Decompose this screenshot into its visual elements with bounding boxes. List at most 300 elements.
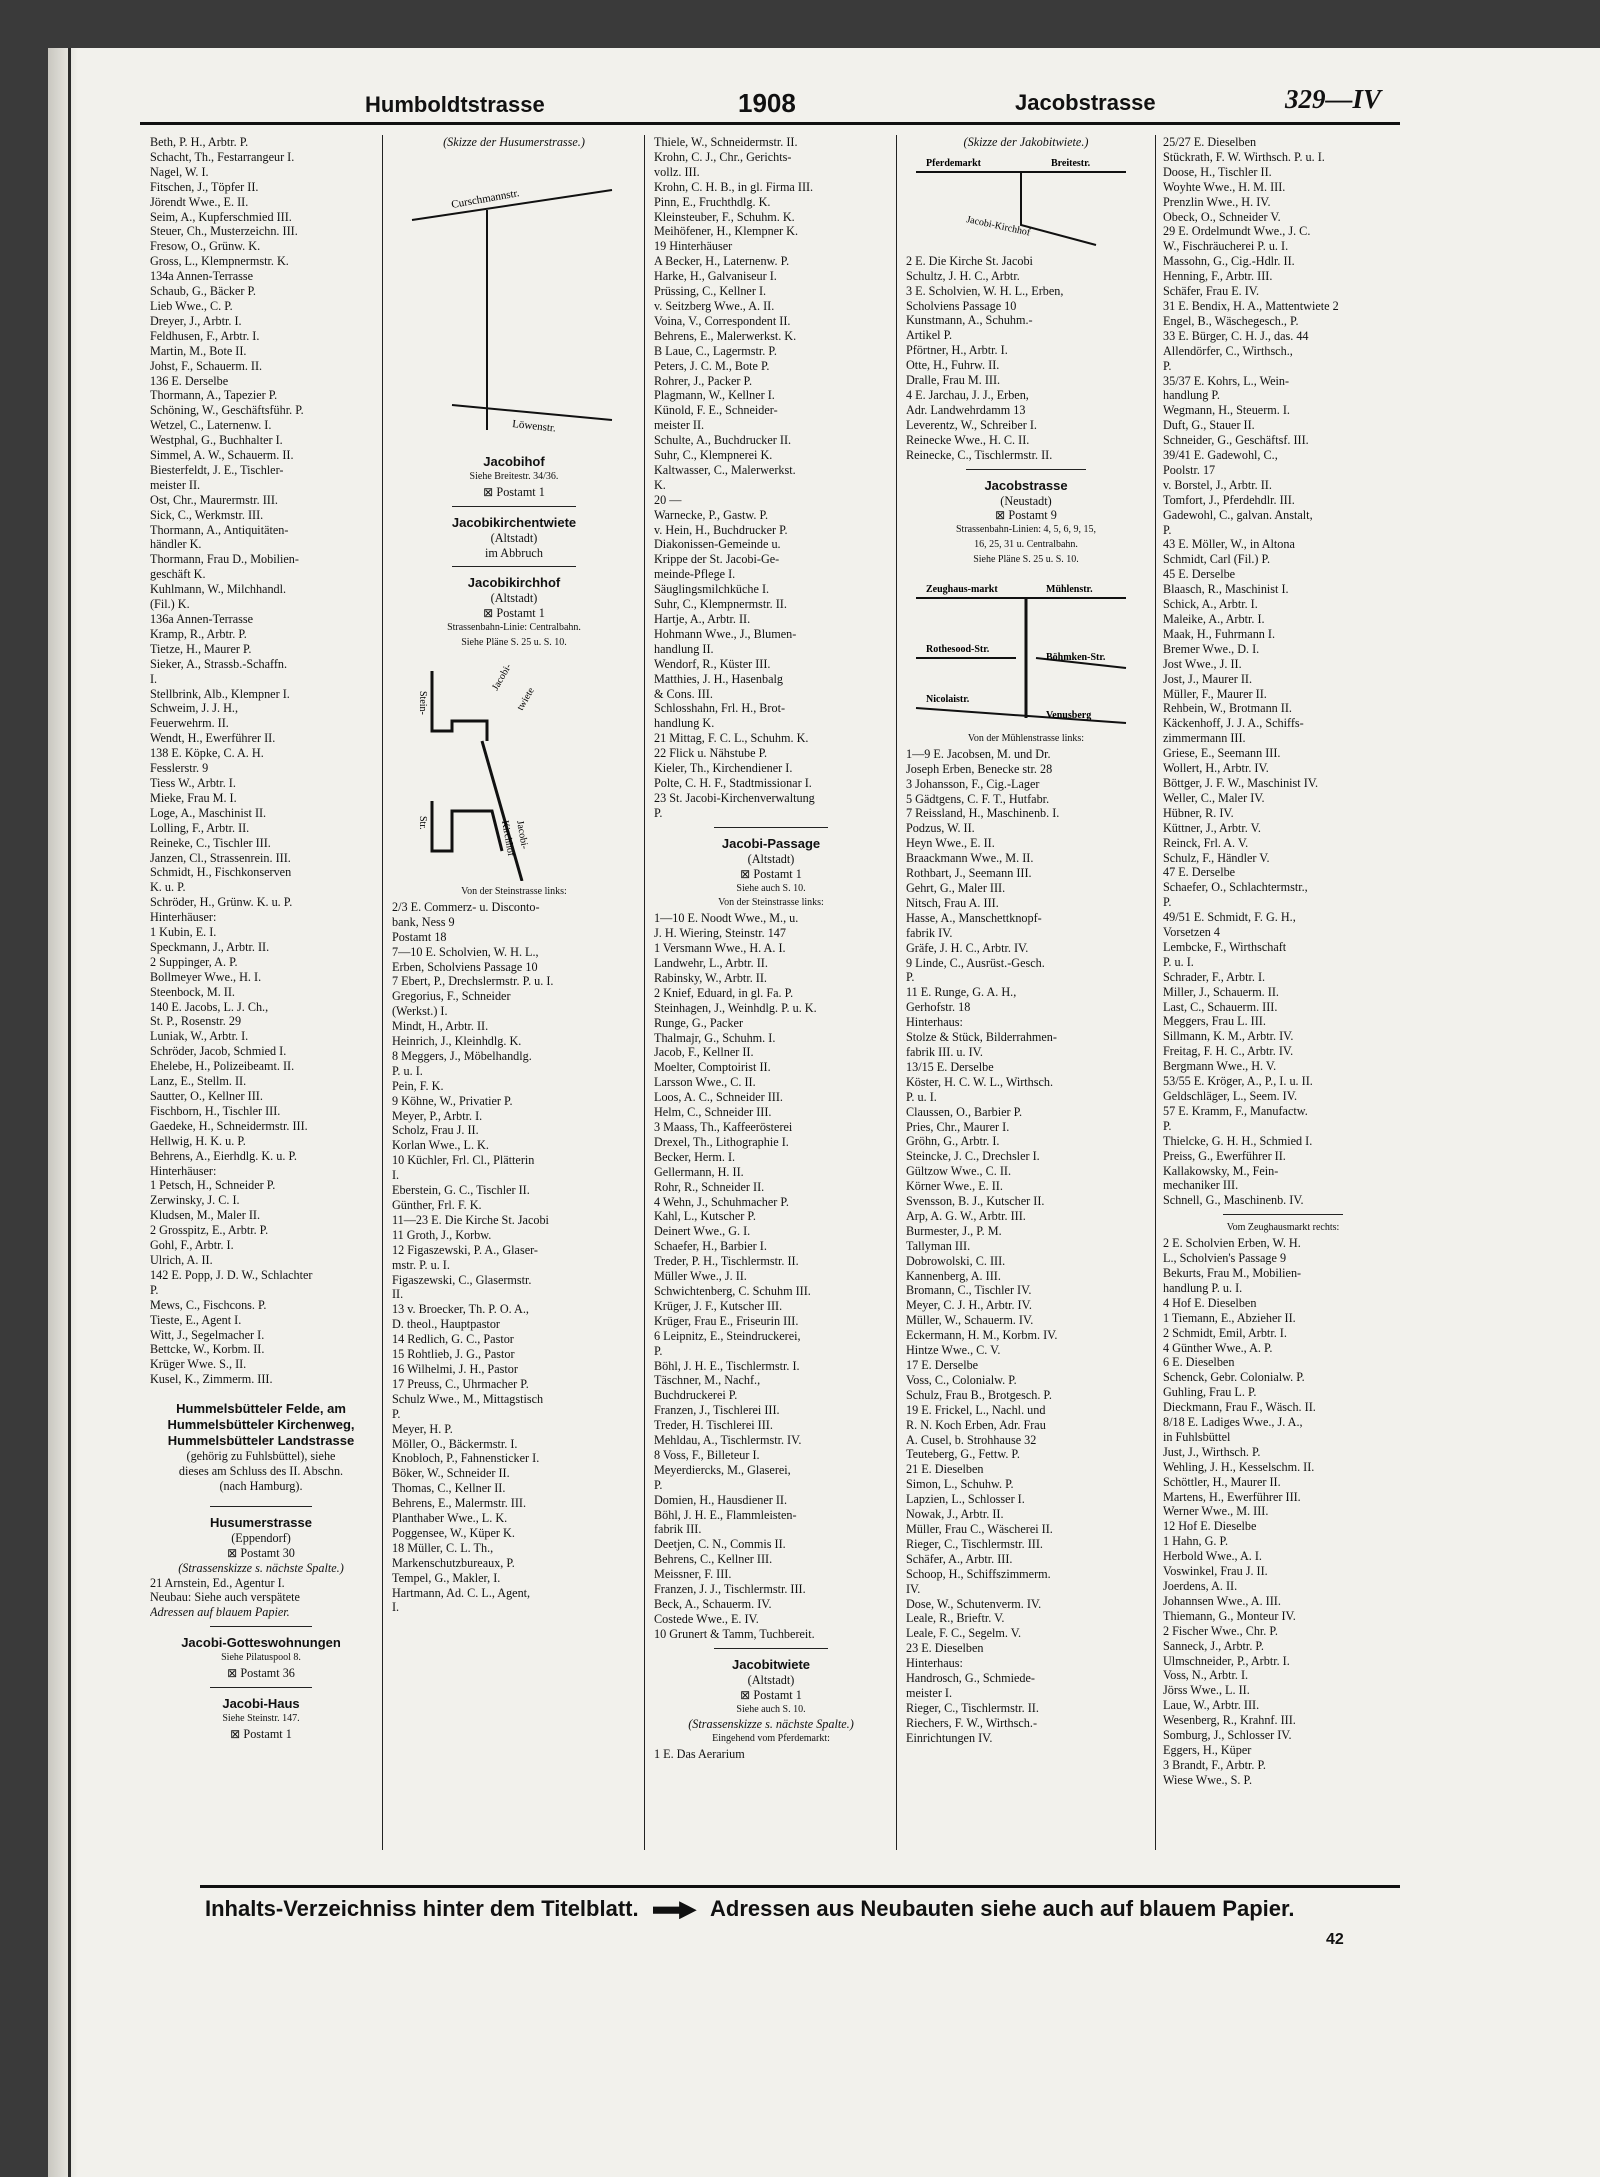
directory-entry: Engel, B., Wäschegesch., P. — [1163, 313, 1299, 328]
directory-entry: 20 — — [654, 492, 682, 507]
directory-entry: Maak, H., Fuhrmann I. — [1163, 626, 1276, 641]
directory-entry: Feuerwehrm. II. — [150, 716, 229, 731]
postamt-label: Postamt 1 — [496, 606, 545, 621]
map-label: Jacobi-Kirchhof — [965, 214, 1032, 239]
directory-entry: Wiese Wwe., S. P. — [1163, 1772, 1252, 1787]
directory-entry: 43 E. Möller, W., in Altona — [1163, 537, 1295, 552]
directory-entry: 8 Voss, F., Billeteur I. — [654, 1447, 760, 1462]
directory-entry: Meggers, Frau L. III. — [1163, 1014, 1266, 1029]
directory-entry: Gaedeke, H., Schneidermstr. III. — [150, 1118, 308, 1133]
directory-entry: 4 Wehn, J., Schuhmacher P. — [654, 1194, 789, 1209]
postamt-label: Postamt 36 — [240, 1666, 295, 1681]
directory-entry: Krüger Wwe. S., II. — [150, 1357, 247, 1372]
entry-list — [150, 135, 372, 1387]
directory-entry: 2 Fischer Wwe., Chr. P. — [1163, 1623, 1278, 1638]
section-sub: (Altstadt) — [490, 530, 538, 545]
directory-entry: Thormann, A., Antiquitäten- — [150, 522, 289, 537]
jacobstrasse-street-map — [906, 568, 1136, 728]
directory-entry: Burmester, J., P. M. — [906, 1223, 1002, 1238]
directory-entry: Scholz, Frau J. II. — [392, 1123, 479, 1138]
map-label: Str. — [417, 816, 428, 830]
directory-entry: 136a Annen-Terrasse — [150, 612, 254, 626]
directory-entry: Hinterhaus: — [906, 1656, 963, 1671]
directory-entry: 23 E. Dieselben — [906, 1641, 984, 1656]
directory-entry: Müller, W., Schauerm. IV. — [906, 1313, 1034, 1328]
directory-entry: 6 Leipnitz, E., Steindruckerei, — [654, 1328, 801, 1343]
directory-entry: 3 Brandt, F., Arbtr. P. — [1163, 1757, 1266, 1772]
directory-entry: Gültzow Wwe., C. II. — [906, 1164, 1012, 1179]
directory-entry: Meihöfener, H., Klempner K. — [654, 224, 799, 239]
directory-entry: Kannenberg, A. III. — [906, 1268, 1001, 1283]
directory-entry: Weller, C., Maler IV. — [1163, 790, 1265, 805]
directory-entry: Mews, C., Fischcons. P. — [150, 1297, 267, 1312]
directory-entry: Heinrich, J., Kleinhdlg. K. — [392, 1034, 522, 1049]
directory-entry: Fischborn, H., Tischler III. — [150, 1103, 281, 1118]
directory-entry: Hohmann Wwe., J., Blumen- — [654, 626, 797, 641]
page-footer — [205, 1896, 1294, 1922]
directory-entry: 1 Kubin, E. I. — [150, 925, 217, 940]
postamt-label: Postamt 30 — [240, 1545, 295, 1560]
directory-entry: Arp, A. G. W., Arbtr. III. — [906, 1208, 1026, 1223]
directory-entry: Rieger, C., Tischlermstr. II. — [906, 1700, 1039, 1715]
directory-entry: Schulte, A., Buchdrucker II. — [654, 433, 792, 448]
directory-entry: Köster, H. C. W. L., Wirthsch. — [906, 1074, 1054, 1089]
directory-entry: 142 E. Popp, J. D. W., Schlachter — [150, 1267, 313, 1282]
directory-entry: Kleinsteuber, F., Schuhm. K. — [654, 209, 795, 224]
directory-entry: Stellbrink, Alb., Klempner I. — [150, 686, 290, 701]
directory-entry: Obeck, O., Schneider V. — [1163, 209, 1281, 224]
directory-entry: Krüger, Frau E., Friseurin III. — [654, 1313, 799, 1328]
directory-entry: Steinhagen, J., Weinhdlg. P. u. K. — [654, 1000, 817, 1015]
directory-entry: Reineke, C., Tischler III. — [150, 835, 271, 850]
directory-entry: Treder, H. Tischlerei III. — [654, 1418, 773, 1433]
directory-entry: Meissner, F. III. — [654, 1567, 732, 1582]
directory-entry: Mehldau, A., Tischlermstr. IV. — [654, 1433, 802, 1448]
directory-entry: Hinterhäuser: — [150, 910, 217, 925]
directory-entry: 1—10 E. Noodt Wwe., M., u. — [654, 911, 799, 926]
header-year: 1908 — [738, 88, 796, 118]
directory-entry: Thalmajr, G., Schuhm. I. — [654, 1030, 776, 1045]
directory-entry: P. u. I. — [392, 1063, 423, 1078]
directory-entry: Hinterhäuser: — [150, 1163, 217, 1178]
footer-index-note: Inhalts-Verzeichniss hinter dem Titelblatt. — [205, 1896, 639, 1921]
directory-entry: Meyerdiercks, M., Glaserei, — [654, 1462, 791, 1477]
directory-entry: 10 Küchler, Frl. Cl., Plätterin — [392, 1153, 535, 1168]
section-sub: im Abbruch — [485, 545, 543, 560]
directory-entry: Handrosch, G., Schmiede- — [906, 1671, 1035, 1686]
directory-entry: zimmermann III. — [1163, 731, 1246, 746]
directory-entry: 2 Suppinger, A. P. — [150, 954, 238, 969]
directory-entry: P. — [654, 1343, 663, 1358]
directory-entry: Gadewohl, C., galvan. Anstalt, — [1163, 507, 1313, 522]
directory-entry: Thormann, Frau D., Mobilien- — [150, 552, 299, 567]
directory-entry: Behrens, E., Malerwerkst. K. — [654, 328, 797, 343]
directory-entry: 53/55 E. Kröger, A., P., I. u. II. — [1163, 1074, 1313, 1089]
directory-entry: Schultz, J. H. C., Arbtr. — [906, 268, 1020, 283]
directory-entry: Meyer, H. P. — [392, 1421, 453, 1436]
directory-entry: Schweim, J. J. H., — [150, 701, 239, 716]
directory-entry: Joseph Erben, Benecke str. 28 — [906, 761, 1053, 776]
postamt-label: Postamt 1 — [753, 866, 802, 881]
directory-entry: 19 Hinterhäuser — [654, 239, 733, 254]
directory-entry: P. u. I. — [906, 1089, 937, 1104]
entry-list — [906, 747, 1146, 1746]
map-label: Venusberg — [1046, 710, 1092, 722]
directory-entry: P. — [1163, 358, 1172, 373]
directory-entry: v. Hein, H., Buchdrucker P. — [654, 522, 788, 537]
directory-entry: Eggers, H., Küper — [1163, 1742, 1252, 1757]
directory-entry: Ost, Chr., Maurermstr. III. — [150, 492, 278, 507]
directory-entry: Ulrich, A. II. — [150, 1252, 213, 1267]
directory-entry: handlung P. — [1163, 388, 1220, 403]
directory-entry: Franzen, J., Tischlerei III. — [654, 1403, 780, 1418]
directory-entry: 1—9 E. Jacobsen, M. und Dr. — [906, 746, 1051, 761]
header-rule — [140, 122, 1400, 125]
directory-entry: Braackmann Wwe., M. II. — [906, 851, 1034, 866]
map-label: Pferdemarkt — [926, 157, 981, 169]
header-left-street: Humboldtstrasse — [365, 92, 545, 117]
pointing-hand-icon — [653, 1901, 697, 1919]
directory-entry: Franzen, J. J., Tischlermstr. III. — [654, 1582, 806, 1597]
column-1 — [150, 135, 372, 1742]
directory-entry: Laue, W., Arbtr. III. — [1163, 1698, 1260, 1713]
postamt: ⊠ Postamt 1 — [230, 1727, 292, 1741]
directory-entry: Kuhlmann, W., Milchhandl. — [150, 582, 287, 597]
directory-entry: Claussen, O., Barbier P. — [906, 1104, 1023, 1119]
directory-entry: Prenzlin Wwe., H. IV. — [1163, 194, 1271, 209]
directory-entry: Teuteberg, G., Fettw. P. — [906, 1447, 1020, 1462]
directory-entry: 9 Linde, C., Ausrüst.-Gesch. — [906, 955, 1045, 970]
hummels-title-1: Hummelsbütteler Felde, am — [176, 1401, 346, 1417]
directory-entry: R. N. Koch Erben, Adr. Frau — [906, 1417, 1046, 1432]
header-right-street: Jacobstrasse — [1015, 90, 1156, 115]
directory-entry: Körner Wwe., E. II. — [906, 1179, 1003, 1194]
directory-entry: Schaub, G., Bäcker P. — [150, 284, 256, 299]
directory-entry: Pförtner, H., Arbtr. I. — [906, 343, 1008, 358]
directory-entry: Dralle, Frau M. III. — [906, 373, 1001, 388]
directory-entry: Luniak, W., Arbtr. I. — [150, 1029, 249, 1044]
directory-entry: Geldschläger, L., Seem. IV. — [1163, 1089, 1297, 1103]
directory-entry: 21 Mittag, F. C. L., Schuhm. K. — [654, 731, 809, 746]
directory-entry: Meyer, C. J. H., Arbtr. IV. — [906, 1298, 1032, 1313]
column-3 — [654, 135, 888, 1762]
directory-entry: Ulmschneider, P., Arbtr. I. — [1163, 1653, 1290, 1668]
map-label: Mühlenstr. — [1046, 584, 1093, 596]
directory-entry: Herbold Wwe., A. I. — [1163, 1549, 1262, 1564]
directory-entry: Voss, N., Arbtr. I. — [1163, 1668, 1249, 1683]
directory-entry: handlung K. — [654, 716, 715, 731]
directory-entry: Beth, P. H., Arbtr. P. — [150, 135, 249, 149]
directory-entry: A Becker, H., Laternenw. P. — [654, 254, 790, 269]
directory-entry: 1 Hahn, G. P. — [1163, 1534, 1229, 1549]
directory-entry: Gohl, F., Arbtr. I. — [150, 1238, 234, 1253]
directory-entry: Sick, C., Werkmstr. III. — [150, 507, 264, 522]
directory-entry: Loos, A. C., Schneider III. — [654, 1090, 783, 1105]
directory-entry: Henning, F., Arbtr. III. — [1163, 269, 1273, 284]
entry-list — [654, 135, 888, 821]
directory-entry: Krippe der St. Jacobi-Ge- — [654, 552, 780, 567]
entry-list — [1163, 1236, 1403, 1788]
directory-entry: Thielcke, G. H. H., Schmied I. — [1163, 1133, 1313, 1148]
directory-entry: Tieste, E., Agent I. — [150, 1312, 242, 1327]
scan-edge-shadow — [48, 48, 78, 2177]
directory-entry: Schulz, F., Händler V. — [1163, 850, 1270, 865]
section-sub: Strassenbahn-Linie: Centralbahn. — [447, 622, 581, 634]
directory-entry: Voss, C., Colonialw. P. — [906, 1372, 1017, 1387]
directory-entry: P. — [654, 805, 663, 820]
entry: Neubau: Siehe auch verspätete — [150, 1590, 300, 1605]
section-sub: Siehe Pläne S. 25 u. S. 10. — [461, 637, 567, 649]
map-label: Böhmken-Str. — [1046, 652, 1106, 664]
section-sub: (Neustadt) — [1000, 493, 1052, 508]
directory-entry: Lembcke, F., Wirthschaft — [1163, 939, 1287, 954]
directory-entry: 140 E. Jacobs, L. J. Ch., — [150, 999, 269, 1014]
directory-entry: Krüger, J. F., Kutscher III. — [654, 1298, 783, 1313]
directory-entry: Bremer Wwe., D. I. — [1163, 641, 1260, 656]
directory-entry: Larsson Wwe., C. II. — [654, 1075, 756, 1090]
directory-entry: Suhr, C., Klempnerei K. — [654, 448, 773, 463]
directory-entry: Rabinsky, W., Arbtr. II. — [654, 970, 767, 985]
directory-entry: 9 Köhne, W., Privatier P. — [392, 1093, 513, 1108]
directory-entry: IV. — [906, 1581, 921, 1596]
map-label: Stein- — [417, 691, 428, 715]
directory-entry: Tiess W., Arbtr. I. — [150, 775, 236, 790]
directory-entry: Kieler, Th., Kirchendiener I. — [654, 761, 793, 776]
directory-entry: Leverentz, W., Schreiber I. — [906, 417, 1037, 432]
directory-entry: Leale, R., Brieftr. V. — [906, 1611, 1005, 1626]
directory-entry: Sillmann, K. M., Arbtr. IV. — [1163, 1029, 1294, 1044]
directory-entry: Wegmann, H., Steuerm. I. — [1163, 403, 1290, 418]
directory-entry: 15 Rohtlieb, J. G., Pastor — [392, 1347, 515, 1362]
directory-entry: Blaasch, R., Maschinist I. — [1163, 582, 1289, 597]
map-label: Kirchhof — [499, 819, 517, 858]
section-sub: 16, 25, 31 u. Centralbahn. — [974, 539, 1078, 551]
directory-entry: 4 E. Jarchau, J. J., Erben, — [906, 387, 1029, 402]
directory-entry: Werner Wwe., M. III. — [1163, 1504, 1269, 1519]
directory-entry: Böker, W., Schneider II. — [392, 1466, 510, 1481]
directory-entry: 3 Maass, Th., Kaffeerösterei — [654, 1120, 793, 1134]
section-heading-passage: Jacobi-Passage — [721, 835, 821, 851]
page-header — [0, 0, 1600, 118]
directory-entry: 13/15 E. Derselbe — [906, 1059, 994, 1074]
directory-entry: 5 Gädtgens, C. F. T., Hutfabr. — [906, 791, 1050, 806]
directory-entry: Wendt, H., Ewerführer II. — [150, 731, 276, 746]
postamt: ⊠ Postamt 1 — [740, 1687, 802, 1702]
directory-entry: vollz. III. — [654, 164, 700, 179]
directory-entry: Feldhusen, F., Arbtr. I. — [150, 328, 260, 343]
directory-entry: P. — [1163, 522, 1172, 537]
directory-entry: Fesslerstr. 9 — [150, 761, 209, 776]
directory-entry: Vorsetzen 4 — [1163, 925, 1220, 940]
directory-entry: Gellermann, H. II. — [654, 1164, 744, 1179]
directory-entry: Hartmann, Ad. C. L., Agent, — [392, 1585, 531, 1600]
directory-entry: 13 v. Broecker, Th. P. O. A., — [392, 1302, 529, 1317]
directory-entry: Stolze & Stück, Bilderrahmen- — [906, 1030, 1057, 1045]
directory-entry: Somburg, J., Schlosser IV. — [1163, 1728, 1292, 1743]
directory-entry: Schmidt, H., Fischkonserven — [150, 865, 292, 880]
directory-entry: Nowak, J., Arbtr. II. — [906, 1507, 1004, 1522]
directory-entry: Riechers, F. W., Wirthsch.- — [906, 1715, 1038, 1730]
directory-entry: meister I. — [906, 1685, 953, 1700]
directory-entry: Hintze Wwe., C. V. — [906, 1343, 1001, 1358]
directory-entry: meister II. — [654, 418, 705, 433]
section-heading-hummels — [150, 1401, 372, 1449]
section-heading-twiete: Jacobikirchentwiete — [451, 514, 577, 530]
directory-entry: 1 Petsch, H., Schneider P. — [150, 1178, 276, 1193]
directory-entry: Kallakowsky, M., Fein- — [1163, 1163, 1279, 1178]
directory-entry: Korlan Wwe., L. K. — [392, 1138, 489, 1153]
directory-entry: 29 E. Ordelmundt Wwe., J. C. — [1163, 224, 1311, 239]
directory-entry: 19 E. Frickel, L., Nachl. und — [906, 1402, 1046, 1417]
directory-entry: Bekurts, Frau M., Mobilien- — [1163, 1265, 1302, 1280]
directory-entry: Einrichtungen IV. — [906, 1730, 993, 1745]
directory-entry: 8 Meggers, J., Möbelhandlg. — [392, 1048, 532, 1063]
directory-entry: 12 Figaszewski, P. A., Glaser- — [392, 1242, 538, 1257]
directory-entry: Lolling, F., Arbtr. II. — [150, 820, 250, 835]
directory-entry: v. Seitzberg Wwe., A. II. — [654, 298, 775, 313]
column-divider — [896, 135, 897, 1850]
directory-entry: Otte, H., Fuhrw. II. — [906, 358, 1000, 373]
section-sub: Siehe Pläne S. 25 u. S. 10. — [973, 554, 1079, 566]
directory-entry: P. u. I. — [1163, 954, 1194, 969]
directory-entry: Nagel, W. I. — [150, 164, 209, 179]
directory-entry: Wesenberg, R., Krahnf. III. — [1163, 1713, 1296, 1728]
directory-entry: Günther, Frl. F. K. — [392, 1198, 482, 1212]
directory-entry: Kusel, K., Zimmerm. III. — [150, 1372, 273, 1387]
section-sub: Siehe auch S. 10. — [736, 1703, 806, 1715]
directory-entry: Freitag, F. H. C., Arbtr. IV. — [1163, 1044, 1294, 1059]
map-label: Zeughaus-markt — [926, 584, 998, 596]
directory-entry: Eberstein, G. C., Tischler II. — [392, 1183, 530, 1198]
directory-entry: Bettcke, W., Korbm. II. — [150, 1342, 265, 1357]
directory-entry: Poggensee, W., Küper K. — [392, 1525, 515, 1540]
directory-entry: Artikel P. — [906, 328, 953, 343]
postamt: ⊠ Postamt 9 — [995, 508, 1057, 523]
directory-entry: Behrens, E., Malermstr. III. — [392, 1496, 527, 1511]
directory-entry: geschäft K. — [150, 567, 206, 582]
directory-entry: D. theol., Hauptpastor — [392, 1317, 500, 1332]
directory-entry: Thomas, C., Kellner II. — [392, 1481, 506, 1496]
directory-entry: Landwehr, L., Arbtr. II. — [654, 956, 768, 971]
directory-entry: Schulz, Frau B., Brotgesch. P. — [906, 1387, 1052, 1402]
directory-entry: Schoop, H., Schiffszimmerm. — [906, 1566, 1051, 1581]
directory-entry: 12 Hof E. Dieselbe — [1163, 1519, 1257, 1534]
directory-entry: Tomfort, J., Pferdehdlr. III. — [1163, 492, 1295, 507]
directory-entry: Behrens, A., Eierhdlg. K. u. P. — [150, 1148, 297, 1163]
directory-entry: Johst, F., Schauerm. II. — [150, 358, 263, 373]
postamt-label: Postamt 1 — [243, 1727, 292, 1741]
directory-entry: Rehbein, W., Brotmann II. — [1163, 701, 1292, 716]
map-label: Breitestr. — [1051, 157, 1091, 169]
section-note: (Strassenskizze s. nächste Spalte.) — [688, 1717, 854, 1732]
directory-entry: Drexel, Th., Lithographie I. — [654, 1134, 789, 1149]
directory-entry: händler K. — [150, 537, 202, 552]
directory-entry: Jost, J., Maurer II. — [1163, 671, 1253, 686]
postamt-label: Postamt 1 — [496, 484, 545, 499]
directory-entry: Planthaber Wwe., L. K. — [392, 1511, 508, 1526]
directory-entry: Costede Wwe., E. IV. — [654, 1611, 759, 1626]
directory-entry: (Werkst.) I. — [392, 1004, 448, 1019]
directory-entry: Scholviens Passage 10 — [906, 298, 1017, 313]
entry-list — [654, 911, 888, 1641]
column-5 — [1163, 135, 1403, 1788]
map-label: twiete — [515, 685, 537, 713]
directory-entry: Biesterfeldt, J. E., Tischler- — [150, 462, 284, 477]
hummels-note: (gehörig zu Fuhlsbüttel), siehe — [186, 1449, 336, 1464]
directory-entry: Ehelebe, H., Polizeibeamt. II. — [150, 1059, 295, 1074]
hummels-title-2: Hummelsbütteler Kirchenweg, — [167, 1417, 355, 1433]
directory-entry: Müller, F., Maurer II. — [1163, 686, 1267, 701]
directory-entry: 1 Versmann Wwe., H. A. I. — [654, 941, 786, 956]
directory-entry: Simon, L., Schuhw. P. — [906, 1477, 1014, 1492]
section-heading-jacobstrasse: Jacobstrasse — [984, 477, 1068, 493]
directory-entry: Simmel, A. W., Schauerm. II. — [150, 448, 294, 463]
directory-entry: Jörss Wwe., L. II. — [1163, 1683, 1250, 1698]
directory-entry: mstr. P. u. I. — [392, 1257, 450, 1272]
directory-entry: 17 Preuss, C., Uhrmacher P. — [392, 1376, 529, 1391]
directory-entry: Duft, G., Stauer II. — [1163, 418, 1255, 433]
directory-entry: Figaszewski, C., Glasermstr. — [392, 1272, 532, 1287]
directory-entry: 57 E. Kramm, F., Manufactw. — [1163, 1103, 1308, 1118]
directory-entry: Täschner, M., Nachf., — [654, 1373, 761, 1388]
directory-entry: 4 Günther Wwe., A. P. — [1163, 1340, 1273, 1355]
directory-entry: P. — [1163, 895, 1172, 910]
directory-entry: Hübner, R. IV. — [1163, 805, 1234, 820]
directory-entry: Knobloch, P., Fahnensticker I. — [392, 1451, 540, 1466]
directory-entry: Johannsen Wwe., A. III. — [1163, 1593, 1281, 1608]
section-sub: (Eppendorf) — [231, 1530, 291, 1545]
directory-entry: Böhl, J. H. E., Flammleisten- — [654, 1507, 797, 1522]
directory-entry: Rieger, C., Tischlermstr. III. — [906, 1536, 1043, 1551]
directory-entry: I. — [392, 1168, 400, 1183]
directory-entry: fabrik III. u. IV. — [906, 1044, 983, 1059]
directory-entry: Stückrath, F. W. Wirthsch. P. u. I. — [1163, 149, 1325, 164]
directory-entry: Lanz, E., Stellm. II. — [150, 1074, 247, 1089]
directory-entry: Becker, Herm. I. — [654, 1149, 736, 1164]
directory-entry: Schröder, Jacob, Schmied I. — [150, 1044, 287, 1059]
directory-entry: 35/37 E. Kohrs, L., Wein- — [1163, 373, 1290, 388]
section-heading-jacobitwiete: Jacobitwiete — [731, 1656, 811, 1672]
directory-entry: Kaltwasser, C., Malerwerkst. — [654, 462, 796, 477]
jakobitwiete-street-map — [906, 150, 1136, 250]
directory-entry: Krohn, C. J., Chr., Gerichts- — [654, 149, 792, 164]
directory-entry: K. u. P. — [150, 880, 186, 895]
directory-entry: Sautter, O., Kellner III. — [150, 1089, 263, 1103]
directory-entry: Fitschen, J., Töpfer II. — [150, 179, 259, 194]
directory-entry: 2 Grosspitz, E., Arbtr. P. — [150, 1223, 269, 1238]
directory-entry: Wollert, H., Arbtr. IV. — [1163, 761, 1269, 776]
directory-entry: Schröder, H., Grünw. K. u. P. — [150, 895, 293, 910]
directory-entry: Harke, H., Galvaniseur I. — [654, 269, 777, 284]
directory-entry: A. Cusel, b. Strohhause 32 — [906, 1432, 1037, 1447]
directory-entry: Bollmeyer Wwe., H. I. — [150, 969, 262, 984]
directory-entry: 11 E. Runge, G. A. H., — [906, 985, 1017, 1000]
directory-entry: B Laue, C., Lagermstr. P. — [654, 343, 777, 358]
directory-entry: Warnecke, P., Gastw. P. — [654, 507, 768, 522]
entry-list — [1163, 135, 1403, 1208]
direction-note: Von der Mühlenstrasse links: — [967, 732, 1085, 744]
directory-entry: Kramp, R., Arbtr. P. — [150, 626, 247, 641]
postamt-label: Postamt 1 — [753, 1687, 802, 1702]
entry-list — [906, 254, 1146, 463]
directory-entry: Wetzel, C., Laternenw. I. — [150, 418, 272, 433]
directory-entry: Käckenhoff, J. J. A., Schiffs- — [1163, 716, 1304, 731]
directory-entry: I. — [150, 671, 158, 686]
postamt: ⊠ Postamt 30 — [227, 1545, 295, 1560]
footer-neubauten-note: Adressen aus Neubauten siehe auch auf blauem Papier. — [710, 1896, 1295, 1921]
directory-entry: P. — [150, 1282, 159, 1297]
directory-entry: Säuglingsmilchküche I. — [654, 582, 770, 597]
